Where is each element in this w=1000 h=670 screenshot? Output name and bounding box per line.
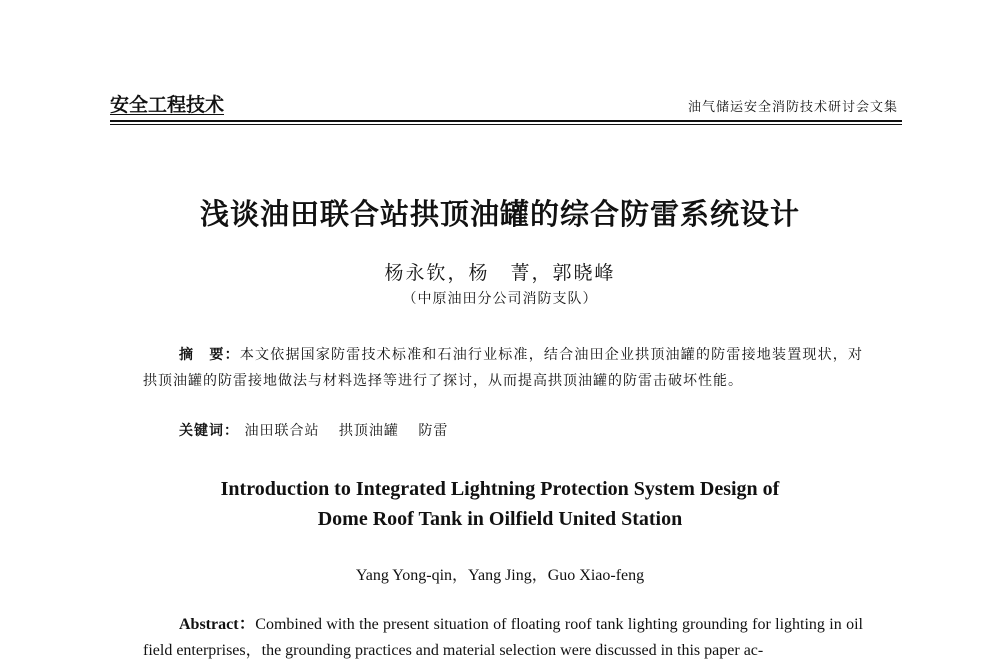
running-header-proceedings: 油气储运安全消防技术研讨会文集 — [687, 100, 898, 115]
paper-title-en-line1: Introduction to Integrated Lightning Protection System Design of — [220, 478, 780, 500]
paper-title-cn: 浅谈油田联合站拱顶油罐的综合防雷系统设计 — [199, 197, 800, 231]
keywords-cn-label: 关键词： — [179, 423, 239, 439]
running-header-section: 安全工程技术 — [110, 94, 225, 116]
abstract-en-label: Abstract： — [179, 616, 256, 633]
keywords-cn — [179, 420, 462, 440]
abstract-en-text: Combined with the present situation of floating roof tank lighting grounding for lighting in oil field enterprises，the grounding practices and material selection were discussed in this paper ac- — [143, 616, 864, 659]
authors-en: Yang Yong-qin，Yang Jing，Guo Xiao-feng — [355, 567, 645, 584]
paper-title-en — [0, 474, 1000, 534]
affiliation-cn: （中原油田分公司消防支队） — [402, 291, 598, 307]
header-rule-thin — [110, 124, 902, 125]
running-header — [110, 88, 900, 122]
authors-cn: 杨永钦，杨 菁，郭晓峰 — [384, 262, 616, 284]
abstract-en — [143, 612, 863, 664]
abstract-cn-label: 摘 要： — [179, 347, 240, 363]
keyword-item: 油田联合站 — [244, 423, 320, 439]
abstract-cn — [143, 342, 863, 394]
keyword-item: 拱顶油罐 — [338, 423, 399, 439]
abstract-cn-text: 本文依据国家防雷技术标准和石油行业标准，结合油田企业拱顶油罐的防雷接地装置现状，对拱顶油罐的防雷接地做法与材料选择等进行了探讨，从而提高拱顶油罐的防雷击破坏性能。 — [143, 347, 864, 389]
header-rule-thick — [110, 120, 902, 122]
paper-title-en-line2: Dome Roof Tank in Oilfield United Station — [317, 508, 683, 530]
keyword-item: 防雷 — [418, 423, 449, 439]
